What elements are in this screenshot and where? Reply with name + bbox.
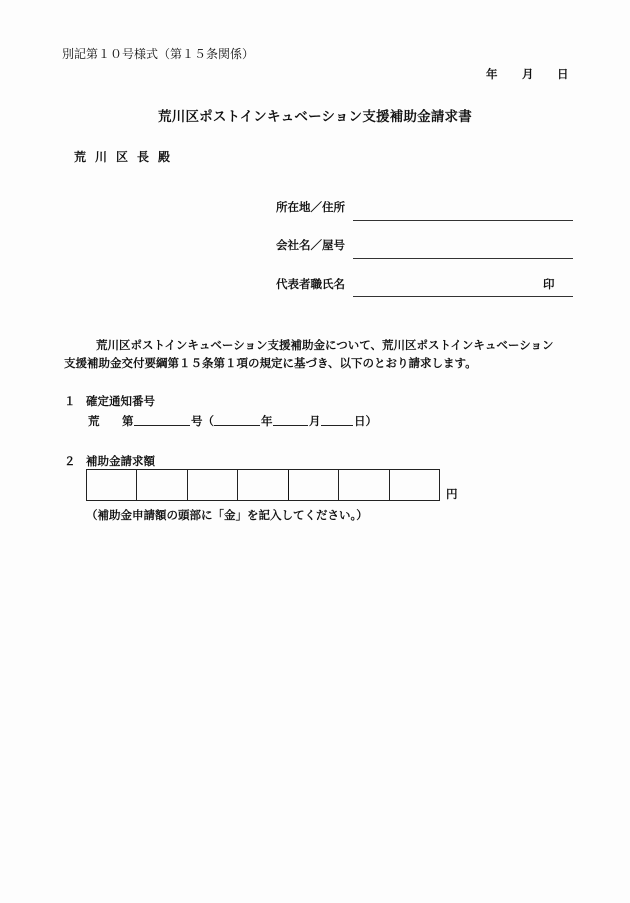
amount-digit-cell[interactable] — [339, 470, 389, 500]
amount-digit-cell[interactable] — [188, 470, 238, 500]
section-1-title: 確定通知番号 — [86, 394, 155, 408]
section-1-number: １ — [64, 394, 76, 408]
notice-day-blank[interactable] — [321, 425, 353, 426]
notice-year-label: 年 — [261, 414, 273, 428]
notice-number-blank[interactable] — [134, 425, 190, 426]
section-2-number: ２ — [64, 454, 76, 468]
notice-prefix: 荒 — [88, 414, 100, 428]
date-month-label: 月 — [522, 67, 534, 81]
notice-year-blank[interactable] — [214, 425, 260, 426]
document-title: 荒川区ポストインキュベーション支援補助金請求書 — [158, 109, 472, 125]
notice-month-blank[interactable] — [273, 425, 308, 426]
representative-input-line[interactable] — [353, 296, 573, 297]
amount-digit-cell[interactable] — [390, 470, 439, 500]
amount-digit-cell[interactable] — [238, 470, 288, 500]
form-number: 別記第１０号様式（第１５条関係） — [62, 47, 255, 61]
seal-mark: 印 — [543, 277, 555, 291]
company-name-label: 会社名／屋号 — [276, 238, 345, 252]
representative-label: 代表者職氏名 — [276, 277, 345, 291]
notice-go-label: 号（ — [191, 414, 214, 428]
section-2-title: 補助金請求額 — [86, 454, 155, 468]
amount-digit-cell[interactable] — [87, 470, 137, 500]
yen-unit: 円 — [446, 487, 458, 501]
notice-month-label: 月 — [309, 414, 321, 428]
body-text-line-1: 荒川区ポストインキュベーション支援補助金について、荒川区ポストインキュベーション — [96, 338, 554, 352]
address-label: 所在地／住所 — [276, 200, 345, 214]
body-text-line-2: 支援補助金交付要綱第１５条第１項の規定に基づき、以下のとおり請求します。 — [64, 356, 477, 370]
date-year-label: 年 — [486, 67, 498, 81]
address-input-line[interactable] — [353, 220, 573, 221]
addressee: 荒川区長殿 — [74, 150, 180, 164]
amount-digit-grid — [86, 469, 440, 501]
amount-note: （補助金申請額の頭部に「金」を記入してください。） — [86, 508, 368, 522]
notice-dai-label: 第 — [122, 414, 134, 428]
company-name-input-line[interactable] — [353, 258, 573, 259]
date-day-label: 日 — [557, 67, 569, 81]
amount-digit-cell[interactable] — [289, 470, 339, 500]
amount-digit-cell[interactable] — [137, 470, 187, 500]
notice-day-label: 日） — [354, 414, 377, 428]
